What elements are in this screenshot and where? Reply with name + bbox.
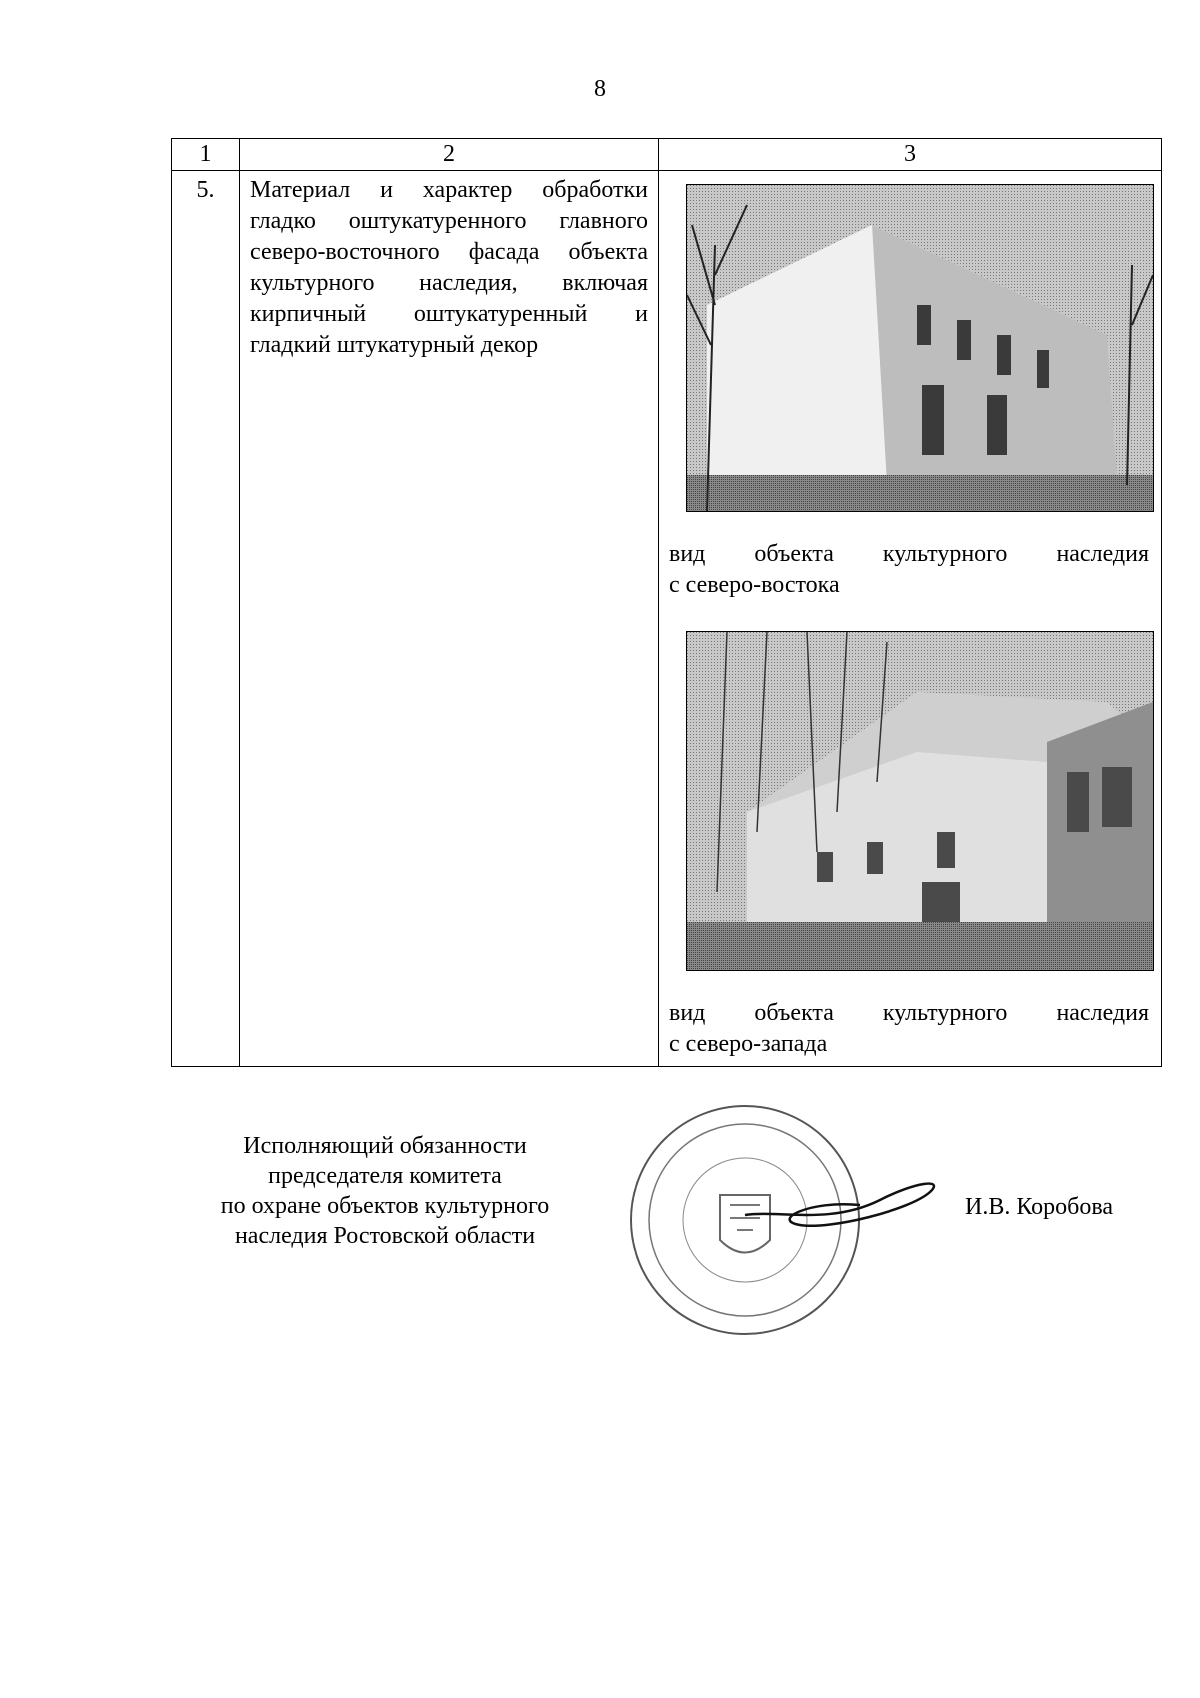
photo-caption-northeast — [669, 539, 1149, 601]
row-photos — [659, 171, 1162, 1067]
table-header-row — [172, 139, 1162, 171]
photo-caption-northwest — [669, 998, 1149, 1060]
building-photo-northeast — [686, 184, 1154, 512]
signer-title-line: наследия Ростовской области — [234, 1223, 536, 1249]
row-description: Материал и характер обработки гладко оштукатуренного главного северо-восточного фасада объекта культурного наследия, включая кирпичный оштукатуренный и гладкий штукатурный декор — [240, 171, 659, 1067]
handwritten-signature-icon — [740, 1170, 950, 1240]
table-row — [172, 171, 1162, 1067]
row-number: 5. — [172, 171, 240, 1067]
signer-name: И.В. Коробова — [965, 1194, 1114, 1220]
page-number: 8 — [594, 76, 606, 102]
caption-line2: с северо-запада — [669, 1031, 828, 1057]
table-header-cell: 3 — [659, 139, 1162, 171]
heritage-table — [171, 138, 1162, 1067]
table-header-cell: 2 — [240, 139, 659, 171]
signer-title-line: председателя комитета — [268, 1163, 502, 1189]
caption-line1: вид объекта культурного наследия — [669, 541, 1149, 567]
signer-title-line: по охране объектов культурного — [220, 1193, 550, 1219]
table-header-cell: 1 — [172, 139, 240, 171]
caption-line2: с северо-востока — [669, 572, 840, 598]
signer-title-line: Исполняющий обязанности — [243, 1133, 527, 1159]
caption-line1: вид объекта культурного наследия — [669, 1000, 1149, 1026]
building-photo-northwest — [686, 631, 1154, 971]
signer-title — [190, 1131, 580, 1251]
